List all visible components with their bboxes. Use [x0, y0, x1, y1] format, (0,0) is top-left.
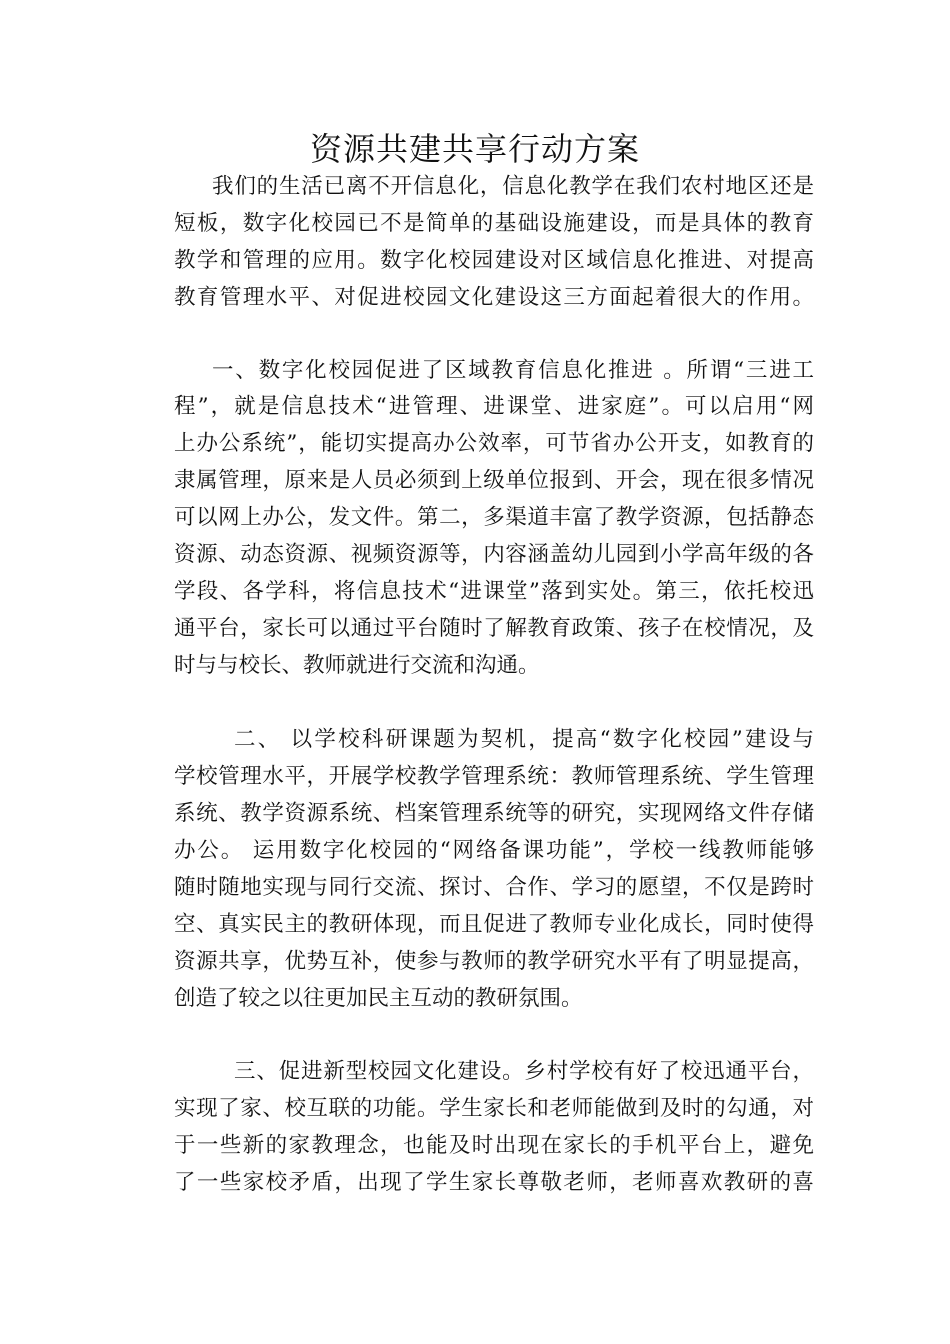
paragraph-4-line-4: 了一些家校矛盾，出现了学生家长尊敬老师，老师喜欢教研的喜 — [174, 1170, 814, 1195]
paragraph-3-line-2: 学校管理水平，开展学校教学管理系统：教师管理系统、学生管理 — [174, 764, 814, 789]
paragraph-2-line-4: 隶属管理，原来是人员必须到上级单位报到、开会，现在很多情况 — [174, 468, 814, 493]
paragraph-1-line-1: 我们的生活已离不开信息化，信息化教学在我们农村地区还是 — [212, 174, 814, 199]
paragraph-2-line-3: 上办公系统”，能切实提高办公效率，可节省办公开支，如教育的 — [174, 431, 814, 456]
document-title: 资源共建共享行动方案 — [309, 130, 640, 168]
paragraph-3-line-3: 系统、教学资源系统、档案管理系统等的研究，实现网络文件存储 — [174, 801, 814, 826]
paragraph-2-line-2: 程”，就是信息技术“进管理、进课堂、进家庭”。可以启用“网 — [174, 394, 814, 419]
paragraph-2-line-1: 一、数字化校园促进了区域教育信息化推进 。所谓“三进工 — [212, 358, 814, 383]
paragraph-3-line-1: 二、 以学校科研课题为契机，提高“数字化校园”建设与 — [234, 727, 814, 752]
paragraph-2-line-5: 可以网上办公，发文件。第二，多渠道丰富了教学资源，包括静态 — [174, 505, 814, 530]
paragraph-4-line-3: 于一些新的家教理念，也能及时出现在家长的手机平台上，避免 — [174, 1133, 814, 1158]
paragraph-2-line-6: 资源、动态资源、视频资源等，内容涵盖幼儿园到小学高年级的各 — [174, 542, 814, 567]
paragraph-1-line-2: 短板，数字化校园已不是简单的基础设施建设，而是具体的教育 — [174, 211, 814, 236]
paragraph-4-line-2: 实现了家、校互联的功能。学生家长和老师能做到及时的勾通，对 — [174, 1096, 814, 1121]
paragraph-3-line-6: 空、真实民主的教研体现，而且促进了教师专业化成长，同时使得 — [174, 912, 814, 937]
paragraph-3-line-8: 创造了较之以往更加民主互动的教研氛围。 — [174, 986, 583, 1011]
paragraph-3-line-5: 随时随地实现与同行交流、探讨、合作、学习的愿望，不仅是跨时 — [174, 875, 814, 900]
paragraph-2-line-7: 学段、各学科，将信息技术“进课堂”落到实处。第三，依托校迅 — [174, 579, 814, 604]
paragraph-1-line-3: 教学和管理的应用。数字化校园建设对区域信息化推进、对提高 — [174, 248, 814, 273]
paragraph-1-line-4: 教育管理水平、对促进校园文化建设这三方面起着很大的作用。 — [174, 285, 814, 310]
paragraph-2-line-9: 时与与校长、教师就进行交流和沟通。 — [174, 653, 540, 678]
paragraph-4-line-1: 三、促进新型校园文化建设。乡村学校有好了校迅通平台， — [234, 1059, 814, 1084]
paragraph-3-line-4: 办公。 运用数字化校园的“网络备课功能”，学校一线教师能够 — [174, 838, 814, 863]
paragraph-3-line-7: 资源共享，优势互补，使参与教师的教学研究水平有了明显提高， — [174, 949, 814, 974]
paragraph-2-line-8: 通平台，家长可以通过平台随时了解教育政策、孩子在校情况，及 — [174, 616, 814, 641]
